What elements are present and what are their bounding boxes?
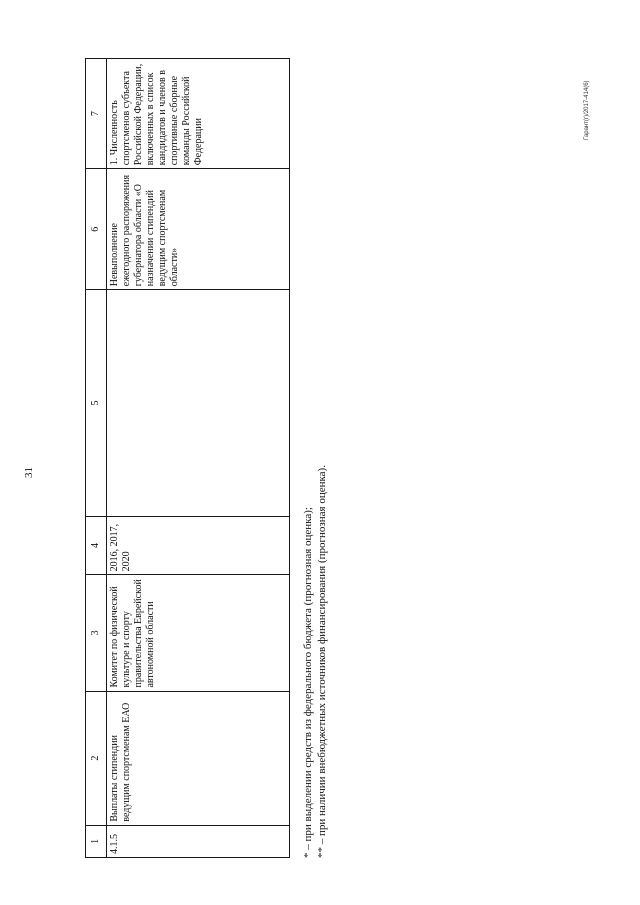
footnote: ** – при наличии внебюджетных источников финансирования (прогнозная оценка).: [316, 465, 328, 858]
column-number-row: [86, 59, 107, 858]
column-number: 6: [86, 169, 107, 290]
years-cell: 2016, 2017, 2020: [107, 516, 290, 575]
column-number: 5: [86, 290, 107, 516]
page-number: 31: [23, 467, 35, 478]
column-number: 4: [86, 516, 107, 575]
indicator-cell: 1. Численность спортсменов субъекта Российской Федерации, включенных в список кандидатов и членов в спортивные сборные команды Российской Федерации: [107, 59, 290, 169]
rotated-content: [23, 58, 328, 858]
measure-name-cell: Выплаты стипендии ведущим спортсменам ЕАО: [107, 691, 290, 825]
executor-cell: Комитет по физической культуре и спорту правительства Еврейской автономной области: [107, 575, 290, 691]
empty-cell: [107, 290, 290, 516]
footnote: * – при выделении средств из федерального бюджета (прогнозная оценка);: [302, 507, 314, 858]
column-number: 1: [86, 825, 107, 857]
footnotes: [301, 465, 329, 858]
column-number: 3: [86, 575, 107, 691]
table-row: [107, 59, 290, 858]
document-code-label: Гарант(г)/2017-414(6): [584, 80, 590, 140]
measures-table: [85, 58, 290, 858]
column-number: 7: [86, 59, 107, 169]
consequence-cell: Невыполнение ежегодного распоряжения губернатора области «О назначении стипендий ведущим спортсменам области»: [107, 169, 290, 290]
column-number: 2: [86, 691, 107, 825]
item-number-cell: 4.1.5: [107, 825, 290, 857]
